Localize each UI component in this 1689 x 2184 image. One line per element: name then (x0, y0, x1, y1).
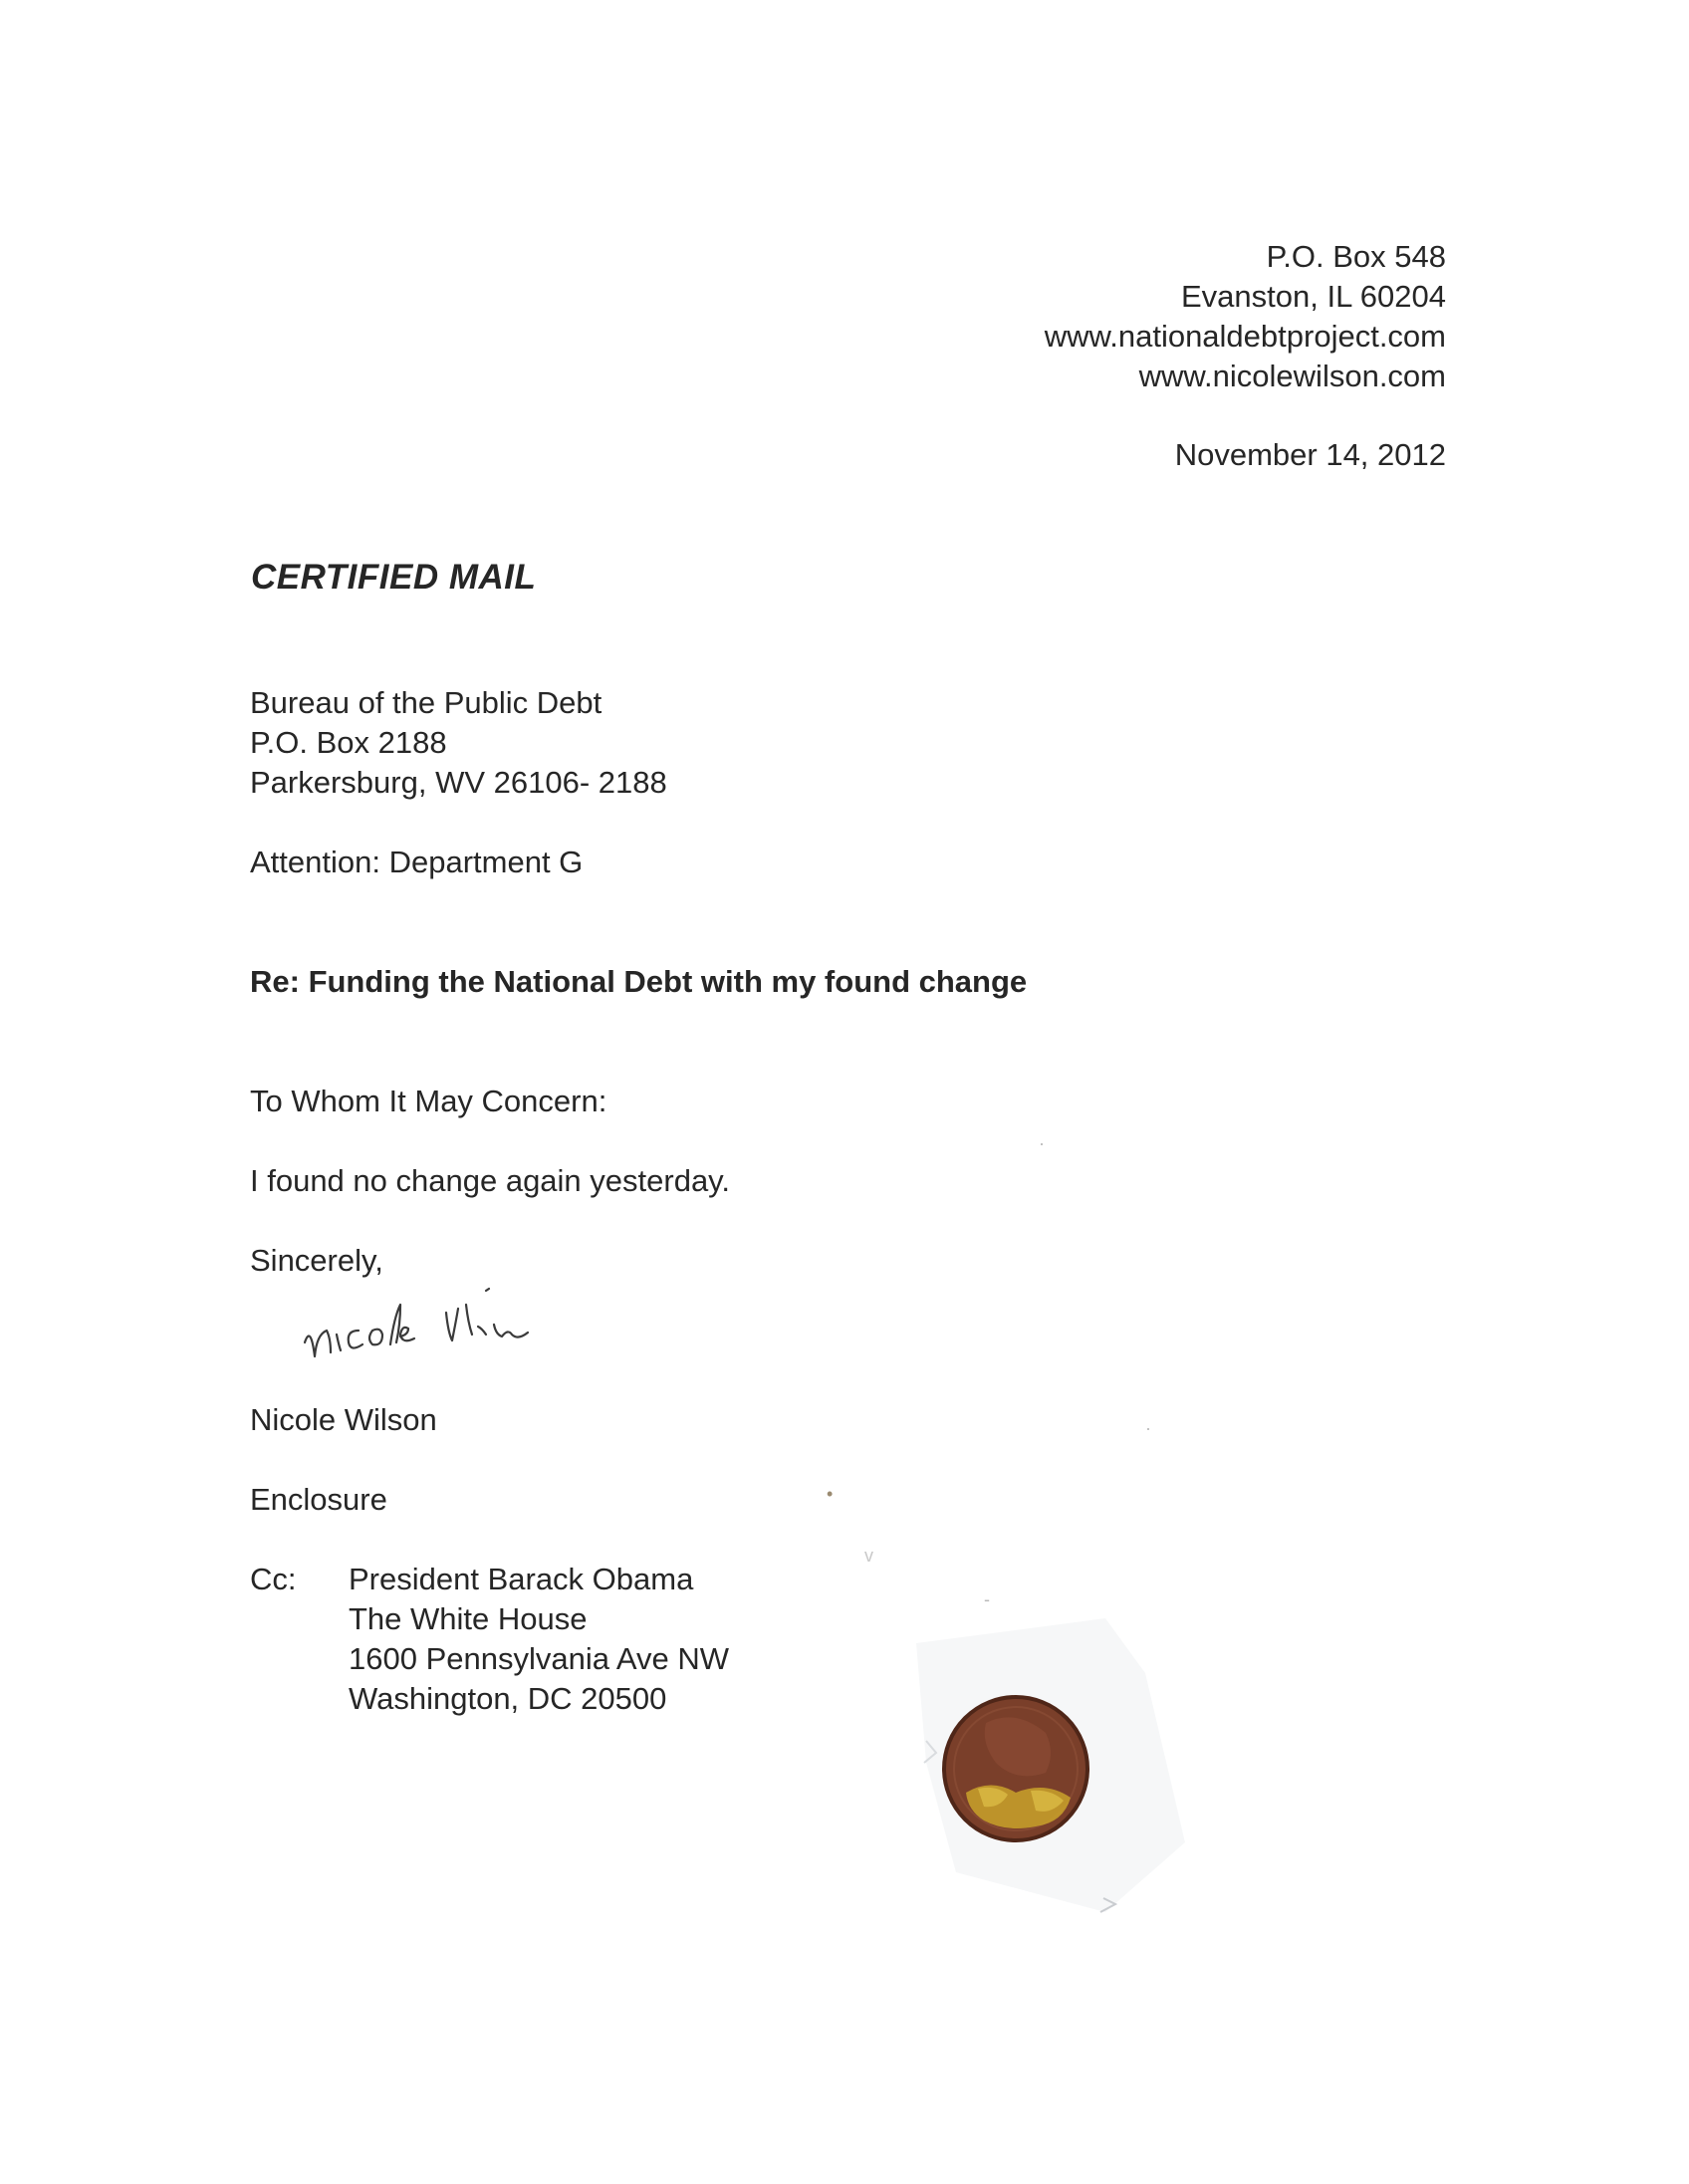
recipient-name: Bureau of the Public Debt (250, 685, 603, 720)
enclosure-note: Enclosure (250, 1482, 387, 1517)
closing: Sincerely, (250, 1243, 383, 1278)
return-address-city: Evanston, IL 60204 (1181, 279, 1446, 314)
recipient-city: Parkersburg, WV 26106- 2188 (250, 765, 667, 800)
signer-name: Nicole Wilson (250, 1402, 437, 1437)
salutation: To Whom It May Concern: (250, 1084, 607, 1118)
paper-speck: · (1145, 1418, 1151, 1438)
recipient-address (250, 683, 667, 803)
letter-body: I found no change again yesterday. (250, 1163, 730, 1198)
paper-speck: v (864, 1546, 873, 1566)
cc-street: 1600 Pennsylvania Ave NW (349, 1641, 729, 1676)
subject-line: Re: Funding the National Debt with my found change (250, 964, 1028, 999)
return-address-website-1: www.nationaldebtproject.com (1044, 319, 1446, 354)
cc-city: Washington, DC 20500 (349, 1681, 667, 1716)
certified-mail-heading: CERTIFIED MAIL (251, 558, 537, 597)
paper-speck: - (984, 1589, 990, 1609)
letter-date: November 14, 2012 (1174, 437, 1446, 472)
cc-label: Cc: (250, 1562, 297, 1596)
cc-address (349, 1560, 729, 1719)
cc-name: President Barack Obama (349, 1562, 694, 1596)
paper-speck: · (1039, 1133, 1045, 1153)
penny-coin (944, 1697, 1087, 1840)
return-address-po-box: P.O. Box 548 (1266, 239, 1446, 274)
return-address-website-2: www.nicolewilson.com (1138, 359, 1446, 393)
return-address (1045, 237, 1446, 396)
cc-organization: The White House (349, 1601, 588, 1636)
signature-hidden-text: Nicole Wilson (297, 1382, 304, 1383)
recipient-po-box: P.O. Box 2188 (250, 725, 447, 760)
taped-penny (896, 1613, 1215, 1952)
attention-line: Attention: Department G (250, 845, 584, 879)
handwritten-signature (297, 1265, 605, 1384)
paper-speck: • (827, 1484, 834, 1504)
